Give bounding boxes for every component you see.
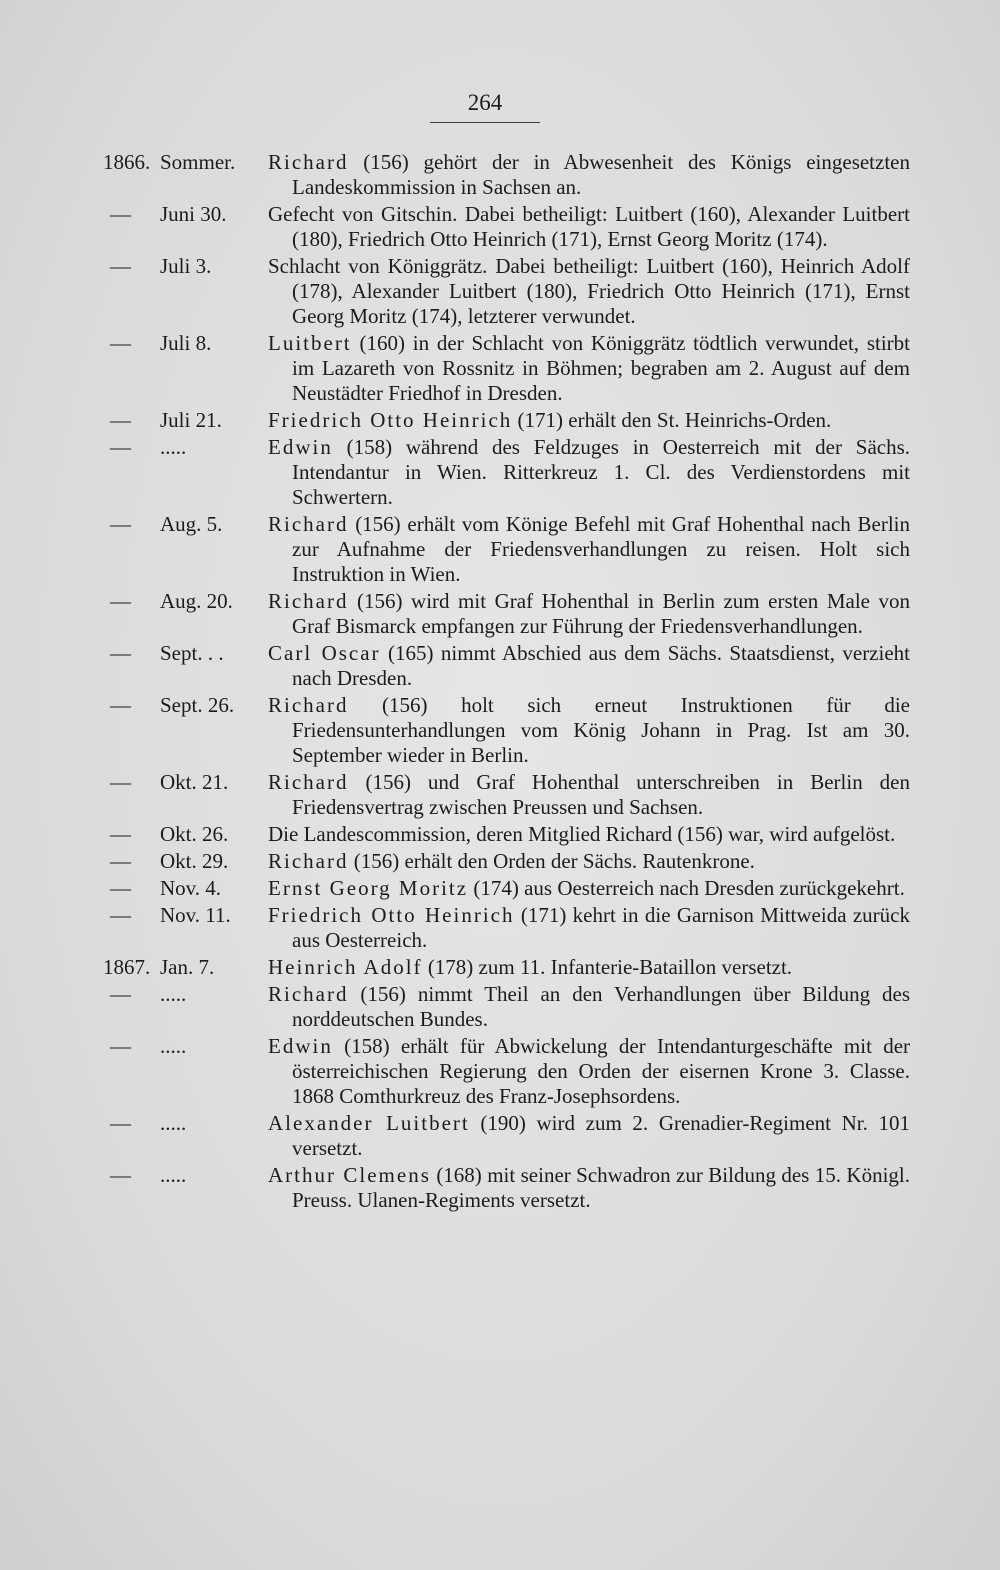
entry-ditto-dash: — — [110, 1163, 131, 1187]
chronology-entry — [0, 408, 1000, 433]
entry-ditto-dash: — — [110, 849, 131, 873]
entry-ditto-dash: — — [110, 876, 131, 900]
entry-description: (160) in der Schlacht von Königgrätz tödtlich verwundet, stirbt im Lazareth von Rossnitz in Böhmen; begraben am 2. August auf dem Neustädter Friedhof in Dresden. — [292, 331, 910, 405]
entry-ditto-dash: — — [110, 331, 131, 355]
entry-text — [268, 955, 910, 980]
entry-date: Nov. 11. — [160, 903, 231, 927]
entry-person-name: Richard — [268, 849, 349, 873]
entry-text — [268, 435, 910, 510]
entry-person-name: Richard — [268, 693, 349, 717]
page-number-rule — [430, 122, 540, 123]
entry-text — [268, 408, 910, 433]
chronology-entry — [0, 1111, 1000, 1161]
entry-date: Okt. 29. — [160, 849, 229, 873]
entry-date: ..... — [160, 1111, 187, 1135]
entry-date: Okt. 21. — [160, 770, 229, 794]
entry-person-name: Arthur Clemens — [268, 1163, 431, 1187]
entry-date: ..... — [160, 982, 187, 1006]
entry-ditto-dash: — — [110, 982, 131, 1006]
entry-description: (165) nimmt Abschied aus dem Sächs. Staatsdienst, verzieht nach Dresden. — [292, 641, 910, 690]
entry-description: (171) erhält den St. Heinrichs-Orden. — [517, 408, 832, 432]
entry-date: Juli 21. — [160, 408, 222, 432]
chronology-entry — [0, 331, 1000, 406]
entry-text — [268, 512, 910, 587]
entry-person-name: Friedrich Otto Heinrich — [268, 903, 515, 927]
chronology-entry — [0, 982, 1000, 1032]
entry-description: (190) wird zum 2. Grenadier-Regiment Nr. 101 versetzt. — [292, 1111, 911, 1160]
entry-date: Juli 8. — [160, 331, 212, 355]
entry-ditto-dash: — — [110, 408, 131, 432]
entry-description: (156) nimmt Theil an den Verhandlungen über Bildung des norddeutschen Bundes. — [292, 982, 911, 1031]
chronology-entry — [0, 849, 1000, 874]
entry-ditto-dash: — — [110, 254, 131, 278]
entry-date: Sept. . . — [160, 641, 224, 665]
entry-ditto-dash: — — [110, 435, 131, 459]
chronology-entry — [0, 903, 1000, 953]
entry-person-name: Edwin — [268, 1034, 333, 1058]
entry-ditto-dash: — — [110, 202, 131, 226]
entry-person-name: Ernst Georg Moritz — [268, 876, 469, 900]
entry-text — [268, 876, 910, 901]
entry-text — [268, 770, 910, 820]
entry-text — [268, 1034, 910, 1109]
entry-description: (156) holt sich erneut Instruktionen für die Friedensunterhandlungen vom König Johann in Prag. Ist am 30. September wieder in Berlin. — [292, 693, 910, 767]
entry-description: Schlacht von Königgrätz. Dabei betheiligt: Luitbert (160), Heinrich Adolf (178), Alexander Luitbert (180), Friedrich Otto Heinrich (171), Ernst Georg Moritz (174), letzterer verwundet. — [268, 254, 910, 328]
entry-description: Gefecht von Gitschin. Dabei betheiligt: Luitbert (160), Alexander Luitbert (180), Friedrich Otto Heinrich (171), Ernst Georg Moritz (174). — [268, 202, 910, 251]
entry-ditto-dash: — — [110, 589, 131, 613]
entry-date: Jan. 7. — [160, 955, 215, 979]
entry-description: (174) aus Oesterreich nach Dresden zurückgekehrt. — [473, 876, 905, 900]
entry-description: (156) und Graf Hohenthal unterschreiben in Berlin den Friedensvertrag zwischen Preussen und Sachsen. — [292, 770, 910, 819]
entry-date: Sept. 26. — [160, 693, 235, 717]
entry-text — [268, 1111, 910, 1161]
entry-date: Okt. 26. — [160, 822, 229, 846]
entry-text — [268, 693, 910, 768]
entry-description: (156) wird mit Graf Hohenthal in Berlin zum ersten Male von Graf Bismarck empfangen zur Führung der Friedensverhandlungen. — [292, 589, 911, 638]
entry-date: Juli 3. — [160, 254, 212, 278]
chronology-entry — [0, 822, 1000, 847]
entry-person-name: Alexander Luitbert — [268, 1111, 470, 1135]
entry-date: Sommer. — [160, 150, 236, 174]
entry-person-name: Richard — [268, 770, 349, 794]
entry-person-name: Friedrich Otto Heinrich — [268, 408, 513, 432]
entry-description: (156) gehört der in Abwesenheit des Königs eingesetzten Landeskommission in Sachsen an. — [292, 150, 910, 199]
entry-person-name: Luitbert — [268, 331, 352, 355]
entry-ditto-dash: — — [110, 1034, 131, 1058]
entry-description: (168) mit seiner Schwadron zur Bildung des 15. Königl. Preuss. Ulanen-Regiments versetzt. — [292, 1163, 911, 1212]
entry-description: (156) erhält vom Könige Befehl mit Graf Hohenthal nach Berlin zur Aufnahme der Friedensverhandlungen zu reisen. Holt sich Instruktion in Wien. — [292, 512, 910, 586]
entry-ditto-dash: — — [110, 1111, 131, 1135]
entry-text — [268, 641, 910, 691]
chronology-entry — [0, 1163, 1000, 1213]
entry-person-name: Richard — [268, 982, 349, 1006]
entry-date: ..... — [160, 435, 187, 459]
entry-date: Aug. 5. — [160, 512, 223, 536]
entry-ditto-dash: — — [110, 903, 131, 927]
entry-text — [268, 849, 910, 874]
chronology-entry — [0, 254, 1000, 329]
entry-ditto-dash: — — [110, 641, 131, 665]
entry-person-name: Heinrich Adolf — [268, 955, 423, 979]
entry-text — [268, 982, 910, 1032]
entry-person-name: Carl Oscar — [268, 641, 381, 665]
entry-ditto-dash: — — [110, 822, 131, 846]
entry-text — [268, 589, 910, 639]
entry-date: ..... — [160, 1034, 187, 1058]
entry-date: Juni 30. — [160, 202, 227, 226]
chronology-entry — [0, 641, 1000, 691]
chronology-entry — [0, 693, 1000, 768]
chronology-entry — [0, 955, 1000, 980]
entry-text — [268, 331, 910, 406]
entry-person-name: Edwin — [268, 435, 333, 459]
entry-description: (158) erhält für Abwickelung der Intendanturgeschäfte mit der österreichischen Regierung den Orden der eisernen Krone 3. Classe. 1868 Comthurkreuz des Franz-Josephsordens. — [292, 1034, 911, 1108]
entry-person-name: Richard — [268, 150, 349, 174]
chronology-entry — [0, 435, 1000, 510]
entry-ditto-dash: — — [110, 512, 131, 536]
entry-person-name: Richard — [268, 512, 349, 536]
entry-description: Die Landescommission, deren Mitglied Richard (156) war, wird aufgelöst. — [268, 822, 896, 846]
page-number: 264 — [467, 90, 503, 115]
entry-text — [268, 150, 910, 200]
chronology-entry — [0, 589, 1000, 639]
entry-ditto-dash: — — [110, 693, 131, 717]
entry-year: 1866. — [103, 150, 151, 174]
entry-date: Aug. 20. — [160, 589, 233, 613]
entry-description: (156) erhält den Orden der Sächs. Rautenkrone. — [353, 849, 755, 873]
entry-text — [268, 1163, 910, 1213]
chronology-entry — [0, 202, 1000, 252]
entry-text — [268, 822, 910, 847]
entry-text — [268, 254, 910, 329]
chronology-entry — [0, 1034, 1000, 1109]
entry-description: (178) zum 11. Infanterie-Bataillon versetzt. — [427, 955, 793, 979]
chronology-entry — [0, 150, 1000, 200]
entry-date: ..... — [160, 1163, 187, 1187]
entry-text — [268, 903, 910, 953]
entry-person-name: Richard — [268, 589, 349, 613]
entry-date: Nov. 4. — [160, 876, 222, 900]
entry-ditto-dash: — — [110, 770, 131, 794]
entry-text — [268, 202, 910, 252]
chronology-entry — [0, 770, 1000, 820]
chronology-list — [0, 150, 1000, 1215]
chronology-entry — [0, 512, 1000, 587]
chronology-entry — [0, 876, 1000, 901]
entry-year: 1867. — [103, 955, 151, 979]
entry-description: (158) während des Feldzuges in Oesterreich mit der Sächs. Intendantur in Wien. Ritterkreuz 1. Cl. des Verdienstordens mit Schwertern. — [292, 435, 911, 509]
entry-description: (171) kehrt in die Garnison Mittweida zurück aus Oesterreich. — [292, 903, 911, 952]
